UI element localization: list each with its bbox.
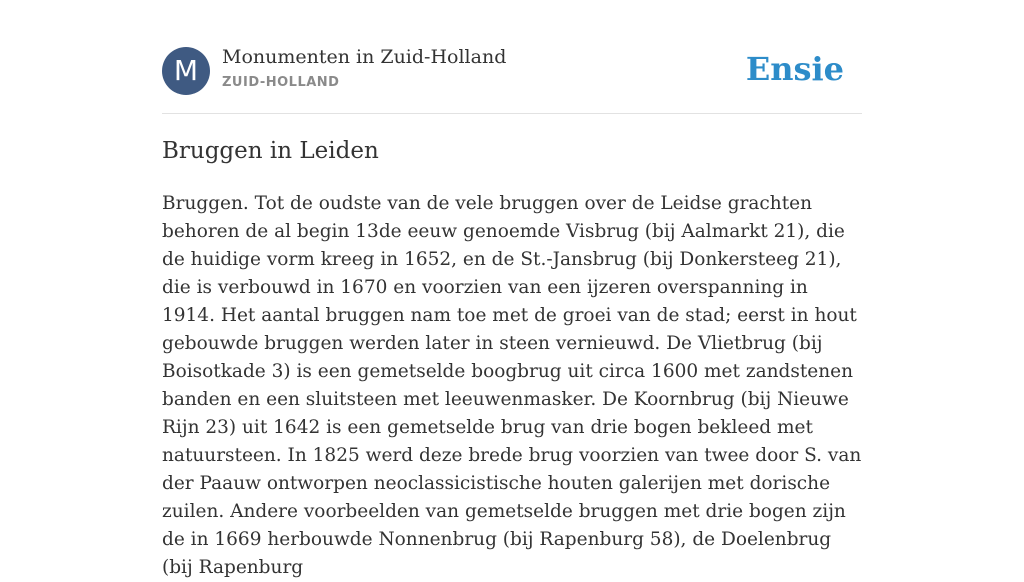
avatar[interactable]: M (162, 47, 210, 95)
site-subtitle: ZUID-HOLLAND (222, 75, 340, 90)
page-container (162, 0, 862, 578)
site-header (162, 0, 862, 114)
site-title[interactable]: Monumenten in Zuid-Holland (222, 46, 507, 68)
page-title: Bruggen in Leiden (162, 138, 379, 164)
article-body: Bruggen. Tot de oudste van de vele bruggen over de Leidse grachten behoren de al begin 13de eeuw genoemde Visbrug (bij Aalmarkt 21), die de huidige vorm kreeg in 1652, en de St.-Jansbrug (bij Donkersteeg 21), die is verbouwd in 1670 en voorzien van een ijzeren overspanning in 1914. Het aantal bruggen nam toe met de groei van de stad; eerst in hout gebouwde bruggen werden later in steen vernieuwd. De Vlietbrug (bij Boisotkade 3) is een gemetselde boogbrug uit circa 1600 met zandstenen banden en een sluitsteen met leeuwenmasker. De Koornbrug (bij Nieuwe Rijn 23) uit 1642 is een gemetselde brug van drie bogen bekleed met natuursteen. In 1825 werd deze brede brug voorzien van twee door S. van der Paauw ontworpen neoclassicistische houten galerijen met dorische zuilen. Andere voorbeelden van gemetselde bruggen met drie bogen zijn de in 1669 herbouwde Nonnenbrug (bij Rapenburg 58), de Doelenbrug (bij Rapenburg (162, 193, 862, 578)
brand-logo[interactable]: Ensie (745, 50, 844, 88)
